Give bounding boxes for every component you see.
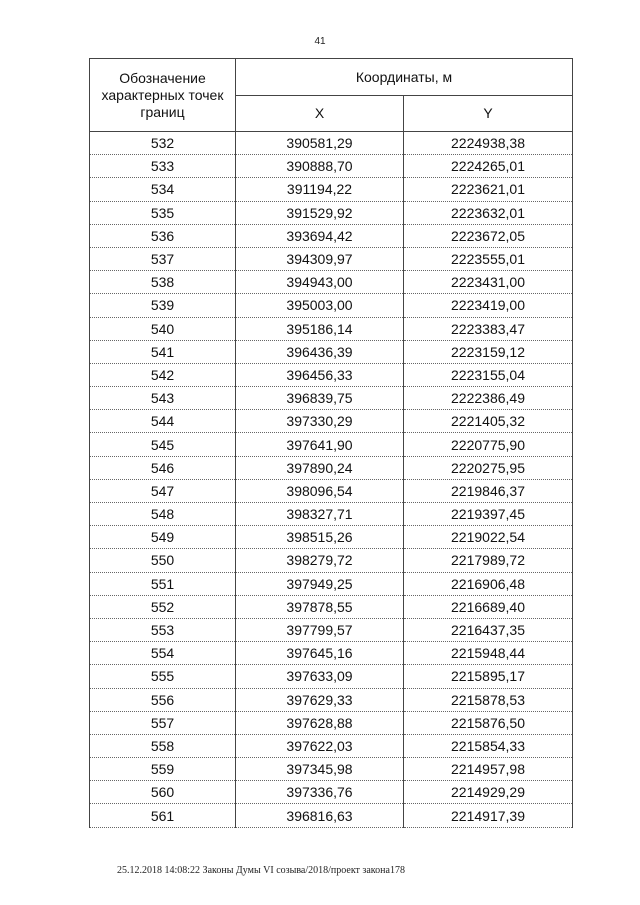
cell-point-id: 558 xyxy=(90,734,236,757)
cell-x: 394309,97 xyxy=(236,247,404,270)
cell-x: 395186,14 xyxy=(236,317,404,340)
cell-point-id: 542 xyxy=(90,363,236,386)
table-row xyxy=(90,572,573,595)
cell-point-id: 552 xyxy=(90,595,236,618)
header-coordinates: Координаты, м xyxy=(236,59,573,96)
cell-x: 397633,09 xyxy=(236,665,404,688)
cell-x: 397336,76 xyxy=(236,781,404,804)
cell-point-id: 539 xyxy=(90,294,236,317)
cell-y: 2214957,98 xyxy=(404,758,573,781)
cell-point-id: 549 xyxy=(90,526,236,549)
header-x: X xyxy=(236,96,404,132)
table-row xyxy=(90,665,573,688)
cell-x: 391194,22 xyxy=(236,178,404,201)
table-row xyxy=(90,618,573,641)
cell-point-id: 541 xyxy=(90,340,236,363)
table-header xyxy=(90,59,573,132)
table-row xyxy=(90,410,573,433)
table-row xyxy=(90,595,573,618)
cell-x: 398096,54 xyxy=(236,479,404,502)
cell-x: 397878,55 xyxy=(236,595,404,618)
table-row xyxy=(90,317,573,340)
cell-x: 398515,26 xyxy=(236,526,404,549)
cell-y: 2223632,01 xyxy=(404,201,573,224)
cell-x: 395003,00 xyxy=(236,294,404,317)
cell-point-id: 553 xyxy=(90,618,236,641)
table-row xyxy=(90,781,573,804)
cell-point-id: 546 xyxy=(90,456,236,479)
table-row xyxy=(90,456,573,479)
cell-point-id: 538 xyxy=(90,271,236,294)
cell-y: 2219846,37 xyxy=(404,479,573,502)
cell-point-id: 557 xyxy=(90,711,236,734)
cell-y: 2223419,00 xyxy=(404,294,573,317)
table-row xyxy=(90,688,573,711)
table-row xyxy=(90,734,573,757)
table-row xyxy=(90,340,573,363)
cell-x: 397628,88 xyxy=(236,711,404,734)
cell-x: 397641,90 xyxy=(236,433,404,456)
cell-y: 2220275,95 xyxy=(404,456,573,479)
cell-point-id: 554 xyxy=(90,642,236,665)
cell-point-id: 537 xyxy=(90,247,236,270)
cell-y: 2223672,05 xyxy=(404,224,573,247)
coordinates-table xyxy=(89,58,573,828)
cell-x: 397645,16 xyxy=(236,642,404,665)
cell-point-id: 543 xyxy=(90,387,236,410)
cell-y: 2223621,01 xyxy=(404,178,573,201)
cell-y: 2223155,04 xyxy=(404,363,573,386)
cell-point-id: 556 xyxy=(90,688,236,711)
cell-x: 396456,33 xyxy=(236,363,404,386)
cell-y: 2216437,35 xyxy=(404,618,573,641)
cell-y: 2216906,48 xyxy=(404,572,573,595)
cell-y: 2223555,01 xyxy=(404,247,573,270)
table-row xyxy=(90,804,573,827)
cell-x: 393694,42 xyxy=(236,224,404,247)
cell-x: 398279,72 xyxy=(236,549,404,572)
cell-x: 394943,00 xyxy=(236,271,404,294)
footer-stamp: 25.12.2018 14:08:22 Законы Думы VI созыва/2018/проект закона178 xyxy=(117,865,405,876)
cell-x: 396436,39 xyxy=(236,340,404,363)
cell-y: 2222386,49 xyxy=(404,387,573,410)
cell-x: 397949,25 xyxy=(236,572,404,595)
cell-point-id: 561 xyxy=(90,804,236,827)
cell-point-id: 533 xyxy=(90,155,236,178)
cell-y: 2215895,17 xyxy=(404,665,573,688)
table-row xyxy=(90,294,573,317)
table-row xyxy=(90,387,573,410)
cell-y: 2219397,45 xyxy=(404,503,573,526)
cell-point-id: 559 xyxy=(90,758,236,781)
table-row xyxy=(90,155,573,178)
table-row xyxy=(90,503,573,526)
table-body xyxy=(90,132,573,828)
cell-point-id: 536 xyxy=(90,224,236,247)
cell-y: 2221405,32 xyxy=(404,410,573,433)
header-point-label: Обозначение характерных точек границ xyxy=(90,59,236,132)
cell-point-id: 540 xyxy=(90,317,236,340)
cell-x: 391529,92 xyxy=(236,201,404,224)
cell-x: 396839,75 xyxy=(236,387,404,410)
cell-x: 397629,33 xyxy=(236,688,404,711)
cell-x: 397330,29 xyxy=(236,410,404,433)
table-row xyxy=(90,526,573,549)
cell-y: 2219022,54 xyxy=(404,526,573,549)
cell-y: 2214929,29 xyxy=(404,781,573,804)
cell-y: 2215878,53 xyxy=(404,688,573,711)
table-row xyxy=(90,433,573,456)
cell-point-id: 548 xyxy=(90,503,236,526)
table-row xyxy=(90,549,573,572)
cell-point-id: 550 xyxy=(90,549,236,572)
cell-y: 2224938,38 xyxy=(404,132,573,155)
table-row xyxy=(90,178,573,201)
cell-point-id: 535 xyxy=(90,201,236,224)
cell-point-id: 547 xyxy=(90,479,236,502)
cell-y: 2223431,00 xyxy=(404,271,573,294)
page-number: 41 xyxy=(314,36,326,47)
cell-x: 397345,98 xyxy=(236,758,404,781)
cell-x: 397622,03 xyxy=(236,734,404,757)
cell-point-id: 532 xyxy=(90,132,236,155)
table-row xyxy=(90,271,573,294)
cell-y: 2224265,01 xyxy=(404,155,573,178)
table-row xyxy=(90,711,573,734)
cell-y: 2217989,72 xyxy=(404,549,573,572)
table-row xyxy=(90,247,573,270)
cell-point-id: 560 xyxy=(90,781,236,804)
table-row xyxy=(90,201,573,224)
cell-y: 2215948,44 xyxy=(404,642,573,665)
table-row xyxy=(90,224,573,247)
cell-y: 2220775,90 xyxy=(404,433,573,456)
table-row xyxy=(90,363,573,386)
table-row xyxy=(90,758,573,781)
table-row xyxy=(90,479,573,502)
cell-x: 397799,57 xyxy=(236,618,404,641)
cell-point-id: 555 xyxy=(90,665,236,688)
cell-y: 2214917,39 xyxy=(404,804,573,827)
cell-y: 2215876,50 xyxy=(404,711,573,734)
cell-x: 398327,71 xyxy=(236,503,404,526)
cell-x: 390888,70 xyxy=(236,155,404,178)
cell-y: 2215854,33 xyxy=(404,734,573,757)
table-row xyxy=(90,132,573,155)
cell-point-id: 545 xyxy=(90,433,236,456)
cell-x: 390581,29 xyxy=(236,132,404,155)
cell-y: 2223383,47 xyxy=(404,317,573,340)
table-row xyxy=(90,642,573,665)
cell-point-id: 534 xyxy=(90,178,236,201)
cell-x: 397890,24 xyxy=(236,456,404,479)
cell-y: 2216689,40 xyxy=(404,595,573,618)
cell-y: 2223159,12 xyxy=(404,340,573,363)
cell-x: 396816,63 xyxy=(236,804,404,827)
header-y: Y xyxy=(404,96,573,132)
cell-point-id: 551 xyxy=(90,572,236,595)
cell-point-id: 544 xyxy=(90,410,236,433)
